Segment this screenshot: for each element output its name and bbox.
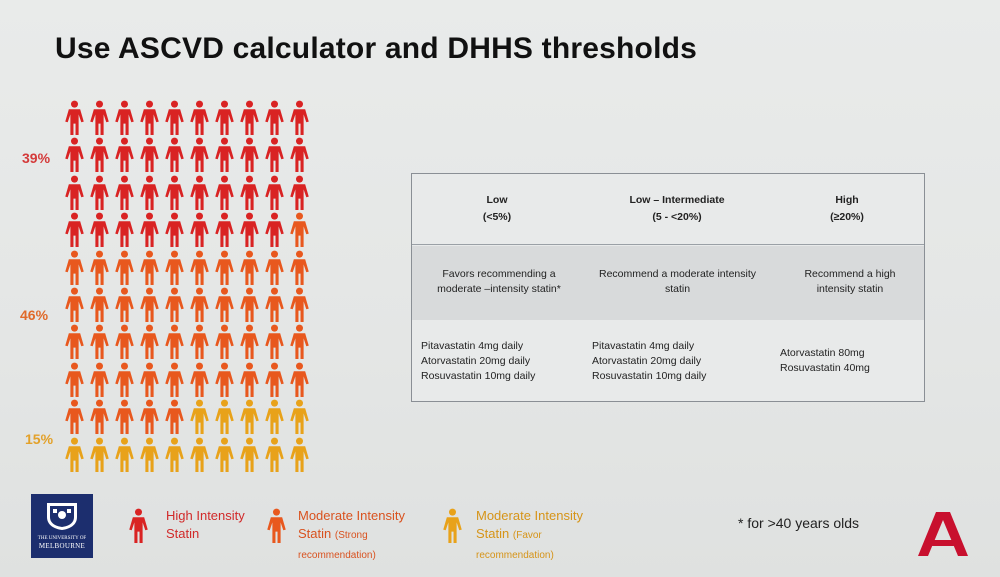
- person-icon: [137, 137, 162, 174]
- pictogram-row: [62, 250, 312, 287]
- drugs-high: Atorvastatin 80mg Rosuvastatin 40mg: [780, 347, 870, 374]
- person-icon: [137, 399, 162, 436]
- person-icon: [87, 137, 112, 174]
- pct-label-high: 39%: [22, 150, 51, 166]
- legend-moderate-favor: Moderate Intensity Statin (Favor recommendation): [476, 508, 583, 561]
- person-icon: [212, 250, 237, 287]
- person-icon: [137, 212, 162, 249]
- person-icon: [237, 437, 262, 474]
- pictogram-row: [62, 362, 312, 399]
- person-icon: [237, 250, 262, 287]
- person-icon: [87, 437, 112, 474]
- person-icon: [212, 100, 237, 137]
- person-icon: [187, 362, 212, 399]
- person-icon: [112, 100, 137, 137]
- legend-person-icon: [264, 508, 289, 545]
- person-icon: [137, 250, 162, 287]
- person-icon: [137, 287, 162, 324]
- pictogram-row: [62, 437, 312, 474]
- person-icon: [212, 137, 237, 174]
- person-icon: [62, 399, 87, 436]
- person-icon: [287, 212, 312, 249]
- person-icon: [112, 362, 137, 399]
- person-icon: [187, 287, 212, 324]
- pictogram-row: [62, 287, 312, 324]
- person-icon: [162, 175, 187, 212]
- person-icon: [137, 362, 162, 399]
- header-divider: [412, 244, 924, 245]
- person-icon: [87, 212, 112, 249]
- person-icon: [87, 287, 112, 324]
- legend-person-icon: [440, 508, 465, 545]
- university-logo: THE UNIVERSITY OF MELBOURNE: [31, 494, 93, 558]
- drugs-low-intermediate: Pitavastatin 4mg daily Atorvastatin 20mg daily Rosuvastatin 10mg daily: [592, 340, 707, 382]
- person-icon: [112, 287, 137, 324]
- person-icon: [87, 250, 112, 287]
- person-icon: [187, 100, 212, 137]
- person-icon: [262, 137, 287, 174]
- person-icon: [187, 324, 212, 361]
- person-icon: [212, 399, 237, 436]
- person-icon: [187, 250, 212, 287]
- pct-label-moderate-strong: 46%: [20, 307, 49, 323]
- person-icon: [237, 399, 262, 436]
- person-icon: [62, 437, 87, 474]
- person-icon: [212, 175, 237, 212]
- person-icon: [62, 175, 87, 212]
- drugs-low: Pitavastatin 4mg daily Atorvastatin 20mg daily Rosuvastatin 10mg daily: [421, 340, 536, 382]
- person-icon: [137, 324, 162, 361]
- person-icon: [162, 362, 187, 399]
- rec-high: Recommend a high intensity statin: [804, 268, 896, 295]
- person-icon: [162, 399, 187, 436]
- crest-icon: [44, 501, 80, 531]
- person-icon: [262, 175, 287, 212]
- person-icon: [212, 437, 237, 474]
- person-icon: [112, 250, 137, 287]
- pct-label-moderate-favor: 15%: [25, 431, 54, 447]
- person-icon: [187, 175, 212, 212]
- pictogram-row: [62, 399, 312, 436]
- person-icon: [237, 324, 262, 361]
- person-icon: [112, 212, 137, 249]
- person-icon: [87, 399, 112, 436]
- person-icon: [62, 362, 87, 399]
- person-icon: [112, 324, 137, 361]
- header-low-intermediate: Low – Intermediate (5 - <20%): [629, 194, 725, 223]
- person-icon: [287, 137, 312, 174]
- person-icon: [112, 137, 137, 174]
- person-icon: [212, 287, 237, 324]
- person-icon: [237, 212, 262, 249]
- person-icon: [112, 437, 137, 474]
- person-icon: [62, 287, 87, 324]
- header-high: High (≥20%): [830, 194, 864, 223]
- person-icon: [237, 175, 262, 212]
- person-icon: [87, 175, 112, 212]
- pictogram-row: [62, 324, 312, 361]
- pictogram-grid: [62, 100, 312, 474]
- person-icon: [287, 437, 312, 474]
- person-icon: [162, 212, 187, 249]
- person-icon: [237, 287, 262, 324]
- recommendation-row: [412, 246, 924, 320]
- person-icon: [262, 287, 287, 324]
- person-icon: [237, 137, 262, 174]
- pictogram-row: [62, 100, 312, 137]
- person-icon: [87, 324, 112, 361]
- person-icon: [187, 137, 212, 174]
- risk-threshold-table: [411, 173, 925, 402]
- person-icon: [62, 250, 87, 287]
- header-low: Low (<5%): [482, 194, 512, 223]
- person-icon: [187, 212, 212, 249]
- table-header: [412, 174, 924, 245]
- person-icon: [87, 100, 112, 137]
- person-icon: [212, 324, 237, 361]
- legend-moderate-strong: Moderate Intensity Statin (Strong recommendation): [298, 508, 405, 561]
- footnote: * for >40 years olds: [738, 515, 860, 531]
- person-icon: [262, 362, 287, 399]
- person-icon: [262, 100, 287, 137]
- person-icon: [287, 175, 312, 212]
- pictogram-row: [62, 175, 312, 212]
- legend-person-icon: [126, 508, 151, 545]
- slide-title: Use ASCVD calculator and DHHS thresholds: [55, 32, 698, 65]
- person-icon: [62, 100, 87, 137]
- person-icon: [212, 212, 237, 249]
- person-icon: [87, 362, 112, 399]
- person-icon: [187, 437, 212, 474]
- person-icon: [262, 324, 287, 361]
- person-icon: [162, 250, 187, 287]
- person-icon: [262, 250, 287, 287]
- person-icon: [287, 324, 312, 361]
- person-icon: [287, 287, 312, 324]
- person-icon: [287, 100, 312, 137]
- rec-low-intermediate: Recommend a moderate intensity statin: [599, 268, 756, 295]
- person-icon: [287, 250, 312, 287]
- person-icon: [262, 212, 287, 249]
- person-icon: [287, 399, 312, 436]
- person-icon: [162, 100, 187, 137]
- person-icon: [237, 362, 262, 399]
- person-icon: [262, 399, 287, 436]
- person-icon: [162, 437, 187, 474]
- person-icon: [137, 100, 162, 137]
- person-icon: [62, 212, 87, 249]
- person-icon: [187, 399, 212, 436]
- brand-logo-icon: [918, 510, 968, 556]
- person-icon: [137, 175, 162, 212]
- person-icon: [162, 324, 187, 361]
- person-icon: [162, 287, 187, 324]
- person-icon: [262, 437, 287, 474]
- person-icon: [62, 324, 87, 361]
- person-icon: [287, 362, 312, 399]
- person-icon: [162, 137, 187, 174]
- pictogram-row: [62, 212, 312, 249]
- person-icon: [62, 137, 87, 174]
- legend-high: High Intensity Statin: [166, 508, 245, 541]
- person-icon: [212, 362, 237, 399]
- person-icon: [112, 399, 137, 436]
- rec-low: Favors recommending a moderate –intensity statin*: [437, 268, 561, 295]
- person-icon: [137, 437, 162, 474]
- person-icon: [237, 100, 262, 137]
- person-icon: [112, 175, 137, 212]
- pictogram-row: [62, 137, 312, 174]
